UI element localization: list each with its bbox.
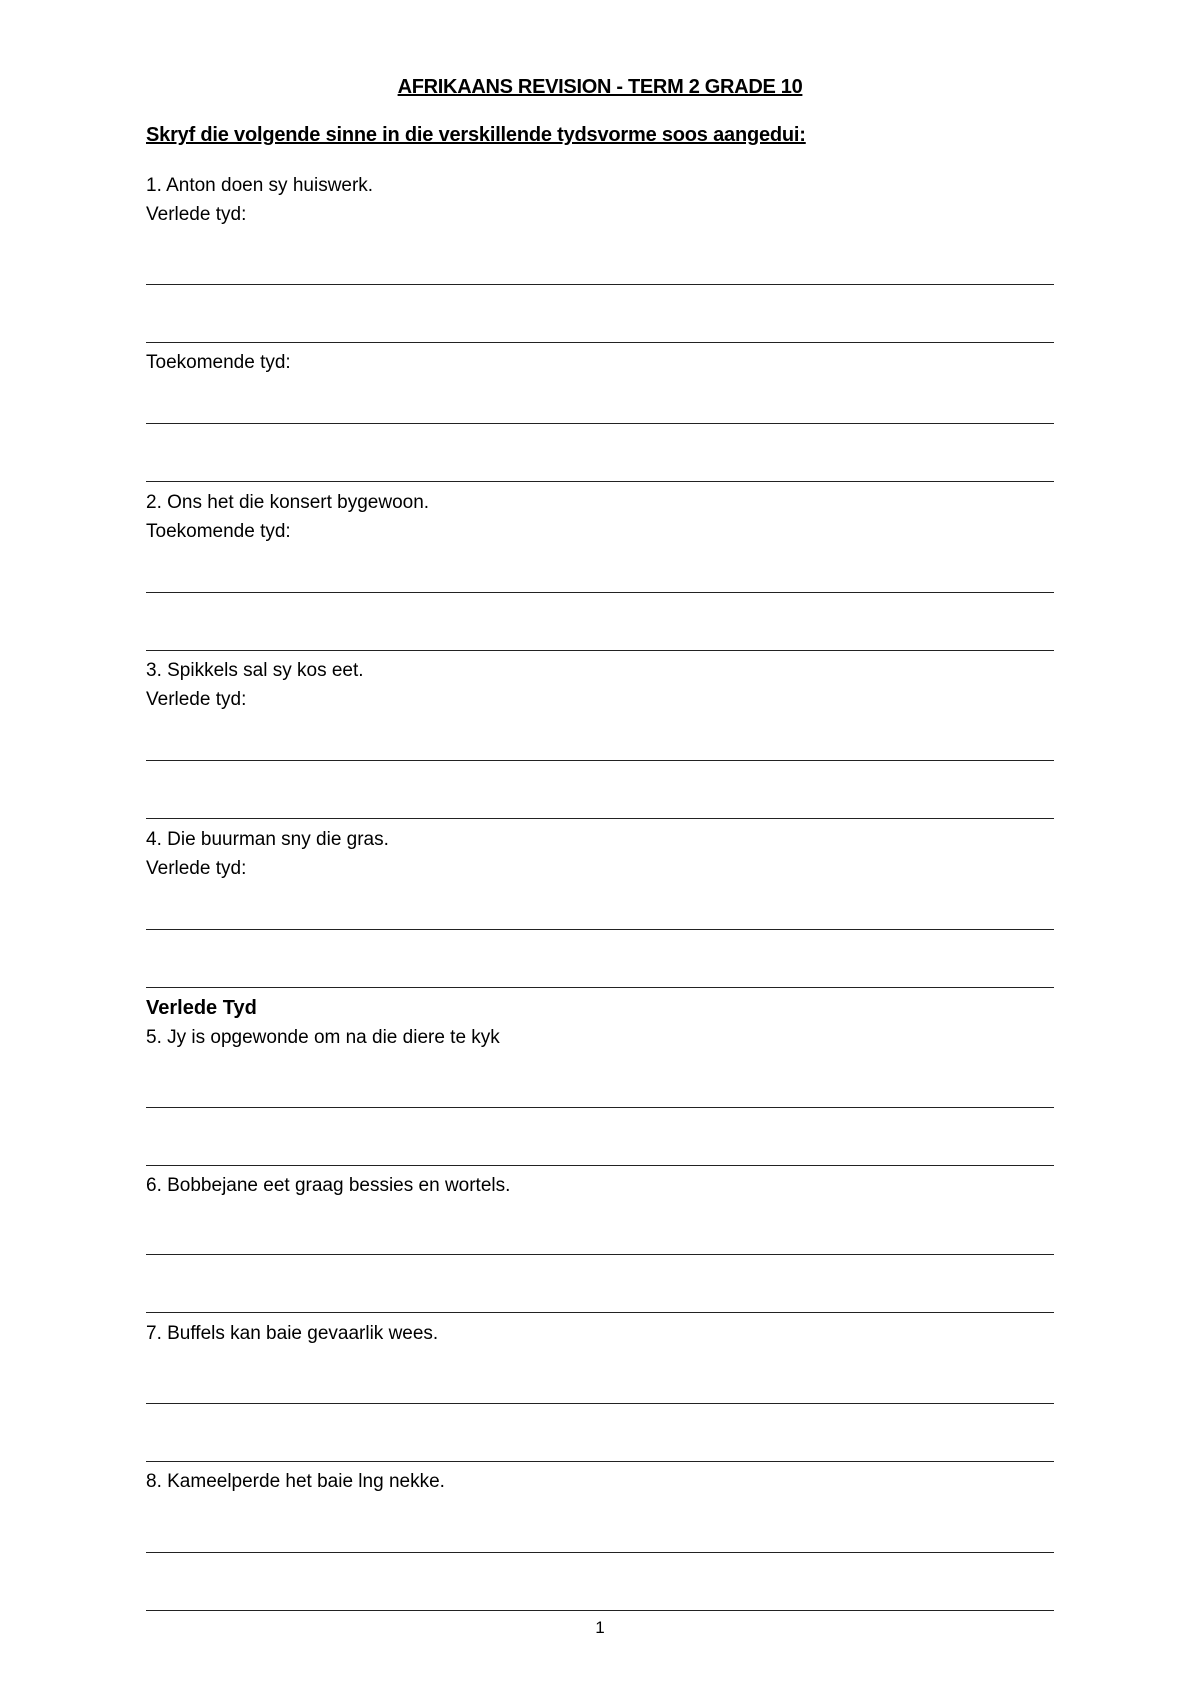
answer-line[interactable] (146, 423, 1054, 424)
answer-line[interactable] (146, 592, 1054, 593)
answer-line[interactable] (146, 1107, 1054, 1108)
answer-line[interactable] (146, 929, 1054, 930)
question-3: 3. Spikkels sal sy kos eet. (146, 660, 364, 681)
answer-line[interactable] (146, 481, 1054, 482)
question-1-tense-label-2: Toekomende tyd: (146, 352, 291, 373)
instruction-text: Skryf die volgende sinne in die verskillende tydsvorme soos aangedui: (146, 124, 806, 146)
answer-line[interactable] (146, 342, 1054, 343)
answer-line[interactable] (146, 818, 1054, 819)
answer-line[interactable] (146, 1610, 1054, 1611)
answer-line[interactable] (146, 1552, 1054, 1553)
answer-line[interactable] (146, 1403, 1054, 1404)
answer-line[interactable] (146, 1312, 1054, 1313)
answer-line[interactable] (146, 284, 1054, 285)
worksheet-title: AFRIKAANS REVISION - TERM 2 GRADE 10 (397, 76, 803, 98)
question-1: 1. Anton doen sy huiswerk. (146, 175, 374, 196)
answer-line[interactable] (146, 1254, 1054, 1255)
question-8: 8. Kameelperde het baie lng nekke. (146, 1471, 445, 1492)
section-heading: Verlede Tyd (146, 997, 257, 1019)
question-2: 2. Ons het die konsert bygewoon. (146, 492, 430, 513)
question-5: 5. Jy is opgewonde om na die diere te kyk (146, 1027, 500, 1048)
question-4: 4. Die buurman sny die gras. (146, 829, 389, 850)
answer-line[interactable] (146, 650, 1054, 651)
question-7: 7. Buffels kan baie gevaarlik wees. (146, 1323, 439, 1344)
answer-line[interactable] (146, 1165, 1054, 1166)
question-3-tense-label: Verlede tyd: (146, 689, 247, 710)
question-1-tense-label: Verlede tyd: (146, 204, 247, 225)
page-number: 1 (595, 1618, 605, 1637)
answer-line[interactable] (146, 1461, 1054, 1462)
question-2-tense-label: Toekomende tyd: (146, 521, 291, 542)
answer-line[interactable] (146, 987, 1054, 988)
answer-line[interactable] (146, 760, 1054, 761)
question-6: 6. Bobbejane eet graag bessies en wortels. (146, 1175, 511, 1196)
question-4-tense-label: Verlede tyd: (146, 858, 247, 879)
